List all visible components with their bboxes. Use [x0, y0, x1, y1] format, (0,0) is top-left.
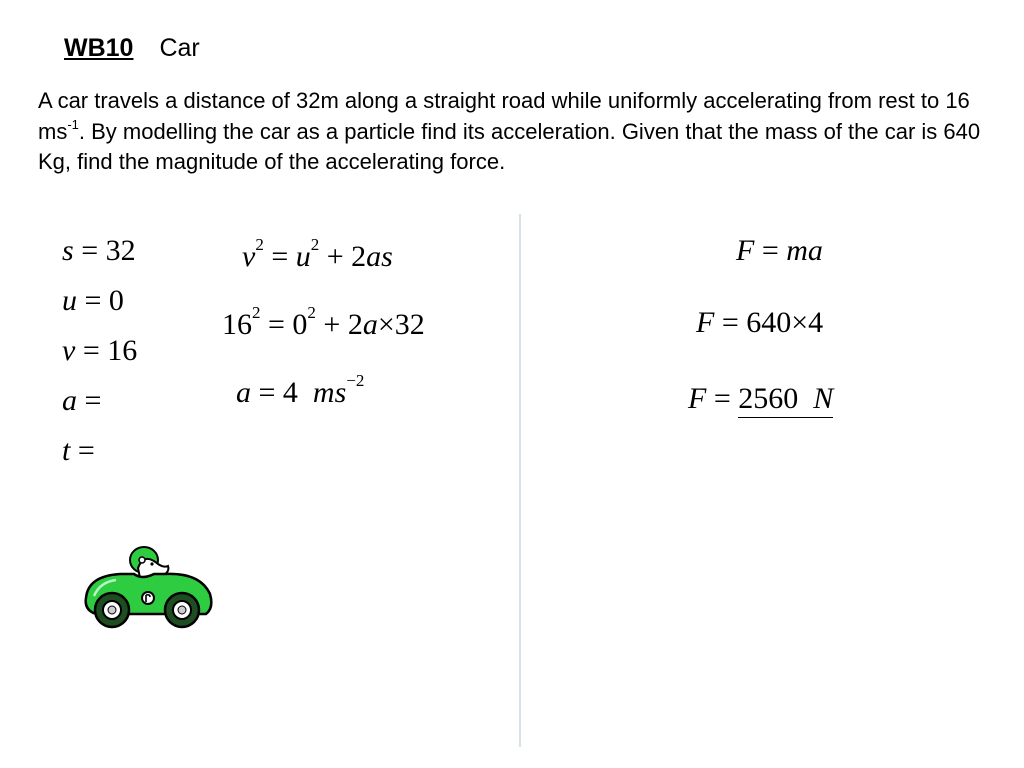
suvat-t: t =	[62, 434, 95, 467]
suvat-u: u = 0	[62, 284, 124, 317]
suvat-v: v = 16	[62, 334, 138, 367]
force-answer: 2560 N	[738, 382, 833, 418]
car-number-badge	[142, 592, 154, 604]
page-title	[64, 34, 200, 63]
force-equation-3: F = 2560 N	[688, 384, 833, 414]
question-text	[38, 86, 988, 178]
worked-example-code: WB10	[64, 34, 134, 62]
working-equation-1: $v^2 = u^2 + 2as$	[242, 235, 393, 273]
front-wheel	[165, 593, 199, 627]
working-equation-2: $16^2 = 0^2 + 2a\times 32$	[222, 303, 425, 341]
suvat-s: s = 32	[62, 234, 136, 267]
rear-wheel	[95, 593, 129, 627]
suvat-a: a =	[62, 384, 102, 417]
force-equation-1: F = ma	[736, 234, 823, 267]
question-exponent: -1	[67, 117, 79, 133]
question-part-2: . By modelling the car as a particle find its acceleration. Given that the mass of the car is 640 Kg, find the magnitude of the accelerating force.	[38, 118, 981, 174]
force-equation-2: F = 640×4	[696, 306, 824, 339]
column-divider	[519, 214, 521, 747]
racing-car-illustration	[80, 540, 220, 632]
question-part-1: A car travels a distance of 32m along a straight road while uniformly accelerating from rest to 16 ms	[38, 88, 970, 144]
worked-example-title: Car	[159, 34, 200, 62]
working-equation-3: a = 4 $ms^{-2}$	[236, 371, 365, 409]
